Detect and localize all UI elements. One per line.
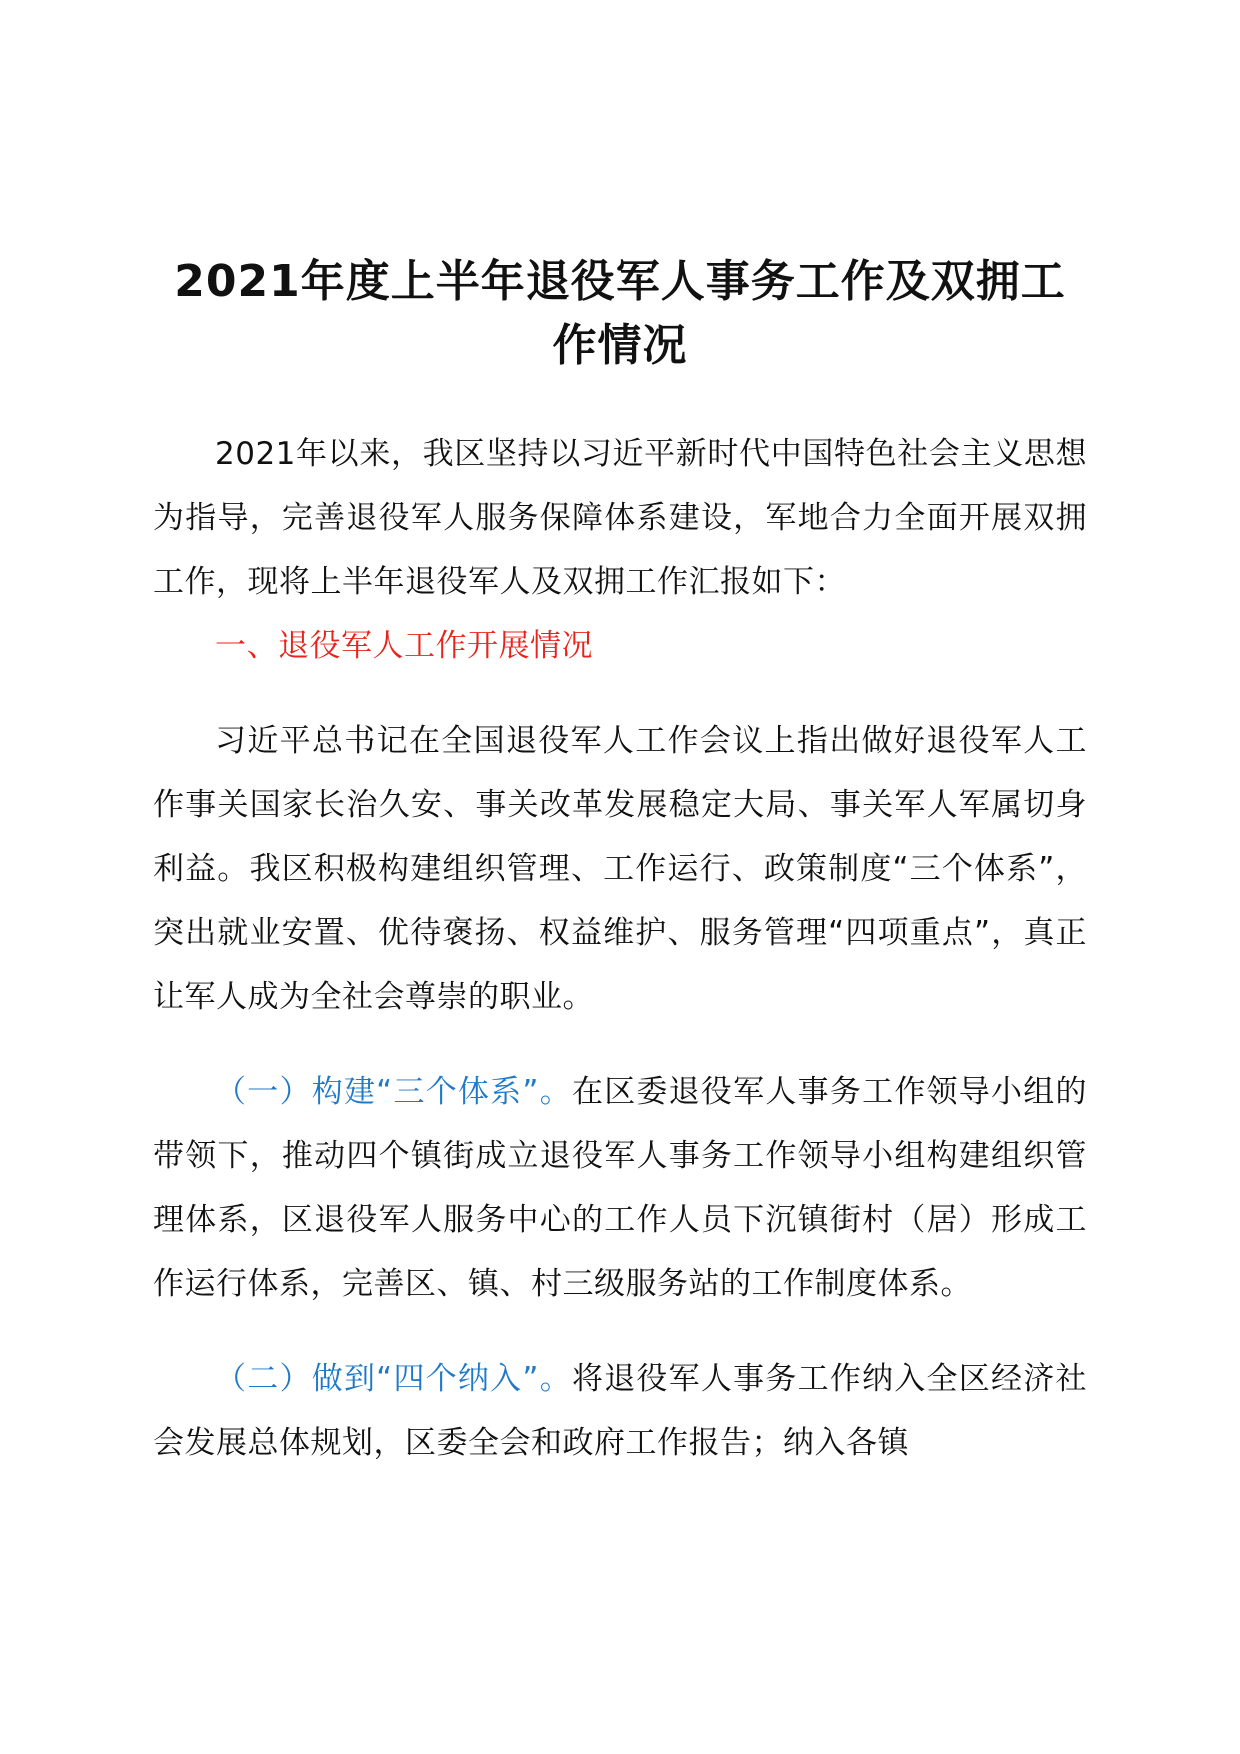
section-heading: 一、退役军人工作开展情况 bbox=[215, 628, 593, 664]
intro-paragraph: 2021年以来，我区坚持以习近平新时代中国特色社会主义思想为指导，完善退役军人服务保障体系建设，军地合力全面开展双拥工作，现将上半年退役军人及双拥工作汇报如下： bbox=[153, 436, 1087, 600]
document-body bbox=[153, 250, 1087, 1475]
document-title: 2021年度上半年退役军人事务工作及双拥工作情况 bbox=[174, 256, 1066, 371]
subsection-1-paragraph bbox=[153, 1060, 1087, 1316]
subsection-2-paragraph bbox=[153, 1347, 1087, 1475]
section-paragraph: 习近平总书记在全国退役军人工作会议上指出做好退役军人工作事关国家长治久安、事关改革发展稳定大局、事关军人军属切身利益。我区积极构建组织管理、工作运行、政策制度“三个体系”，突出就业安置、优待褒扬、权益维护、服务管理“四项重点”，真正让军人成为全社会尊崇的职业。 bbox=[153, 723, 1087, 1015]
subsection-2-text: 将退役军人事务工作纳入全区经济社会发展总体规划，区委全会和政府工作报告；纳入各镇 bbox=[153, 1361, 1087, 1461]
subsection-2-heading: （二）做到“四个纳入”。 bbox=[215, 1361, 572, 1397]
subsection-1-heading: （一）构建“三个体系”。 bbox=[215, 1074, 572, 1110]
subsection-1-text: 在区委退役军人事务工作领导小组的带领下，推动四个镇街成立退役军人事务工作领导小组构建组织管理体系，区退役军人服务中心的工作人员下沉镇街村（居）形成工作运行体系，完善区、镇、村三级服务站的工作制度体系。 bbox=[153, 1074, 1087, 1302]
